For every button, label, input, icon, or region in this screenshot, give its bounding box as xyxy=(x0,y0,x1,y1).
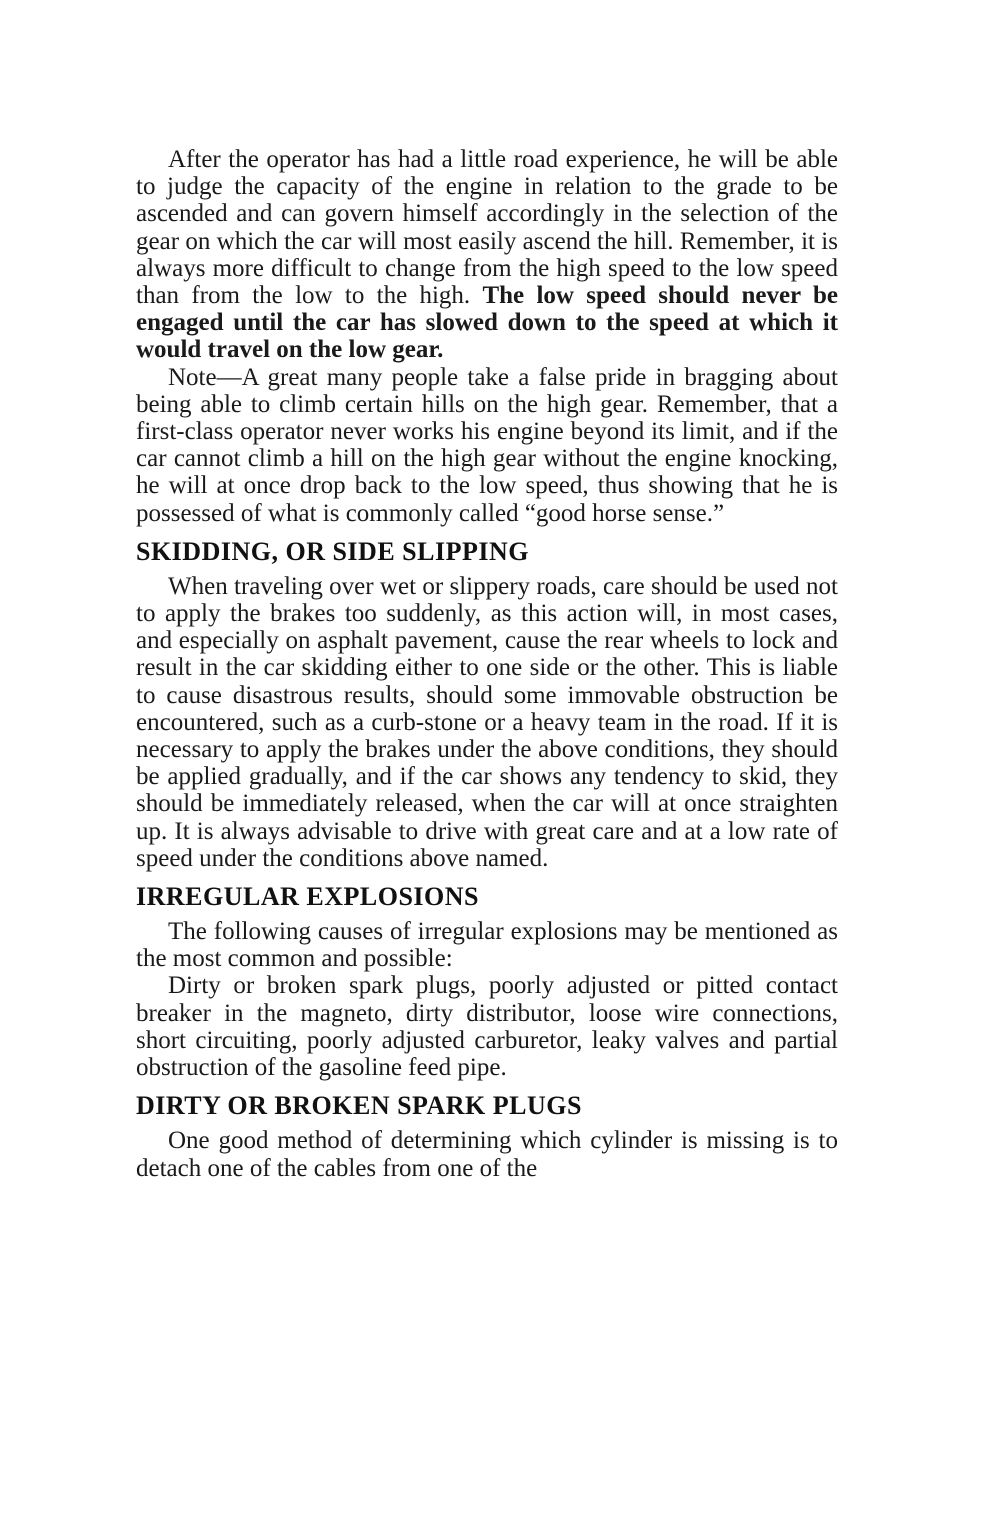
emphasis-text: The low speed should never be engaged until the car has slowed down to the speed at which it would travel on the low gear. xyxy=(136,282,838,364)
paragraph-text: After the operator has had a little road experience, he will be able to judge the capacity of the engine in relation to the grade to be ascended and can govern himself accordingly in the selection of the gear on which the car will most easily ascend the hill. Remember, it is always more difficult to change from the high speed to the low speed than from the low to the high. xyxy=(136,146,838,310)
text-column xyxy=(136,146,838,1182)
paragraph-spark-plugs: One good method of determining which cylinder is missing is to detach one of the cables from one of the xyxy=(136,1127,838,1182)
heading-spark-plugs: DIRTY OR BROKEN SPARK PLUGS xyxy=(136,1091,582,1121)
heading-irregular-explosions: IRREGULAR EXPLOSIONS xyxy=(136,882,480,912)
heading-skidding: SKIDDING, OR SIDE SLIPPING xyxy=(136,536,529,566)
paragraph-skidding: When traveling over wet or slippery roads, care should be used not to apply the brakes too suddenly, as this action will, in most cases, and especially on asphalt pavement, cause the rear wheels to lock and result in the car skidding either to one side or the other. This is liable to cause disastrous results, should some immovable obstruction be encountered, such as a curb-stone or a heavy team in the road. If it is necessary to apply the brakes under the above conditions, they should be applied gradually, and if the car shows any tendency to skid, they should be immediately released, when the car will at once straighten up. It is always advisable to drive with great care and at a low rate of speed under the conditions above named. xyxy=(136,572,838,872)
paragraph-road-experience xyxy=(136,146,838,364)
paragraph-note: Note—A great many people take a false pride in bragging about being able to climb certain hills on the high gear. Remember, that a first-class operator never works his engine beyond its limit, and if the car cannot climb a hill on the high gear without the engine knocking, he will at once drop back to the low speed, thus showing that he is possessed of what is commonly called “good horse sense.” xyxy=(136,363,838,527)
paragraph-irregular-causes: Dirty or broken spark plugs, poorly adjusted or pitted contact breaker in the magneto, dirty distributor, loose wire connections, short circuiting, poorly adjusted carburetor, leaky valves and partial obstruction of the gasoline feed pipe. xyxy=(136,972,838,1082)
paragraph-irregular-intro: The following causes of irregular explosions may be mentioned as the most common and possible: xyxy=(136,918,838,973)
